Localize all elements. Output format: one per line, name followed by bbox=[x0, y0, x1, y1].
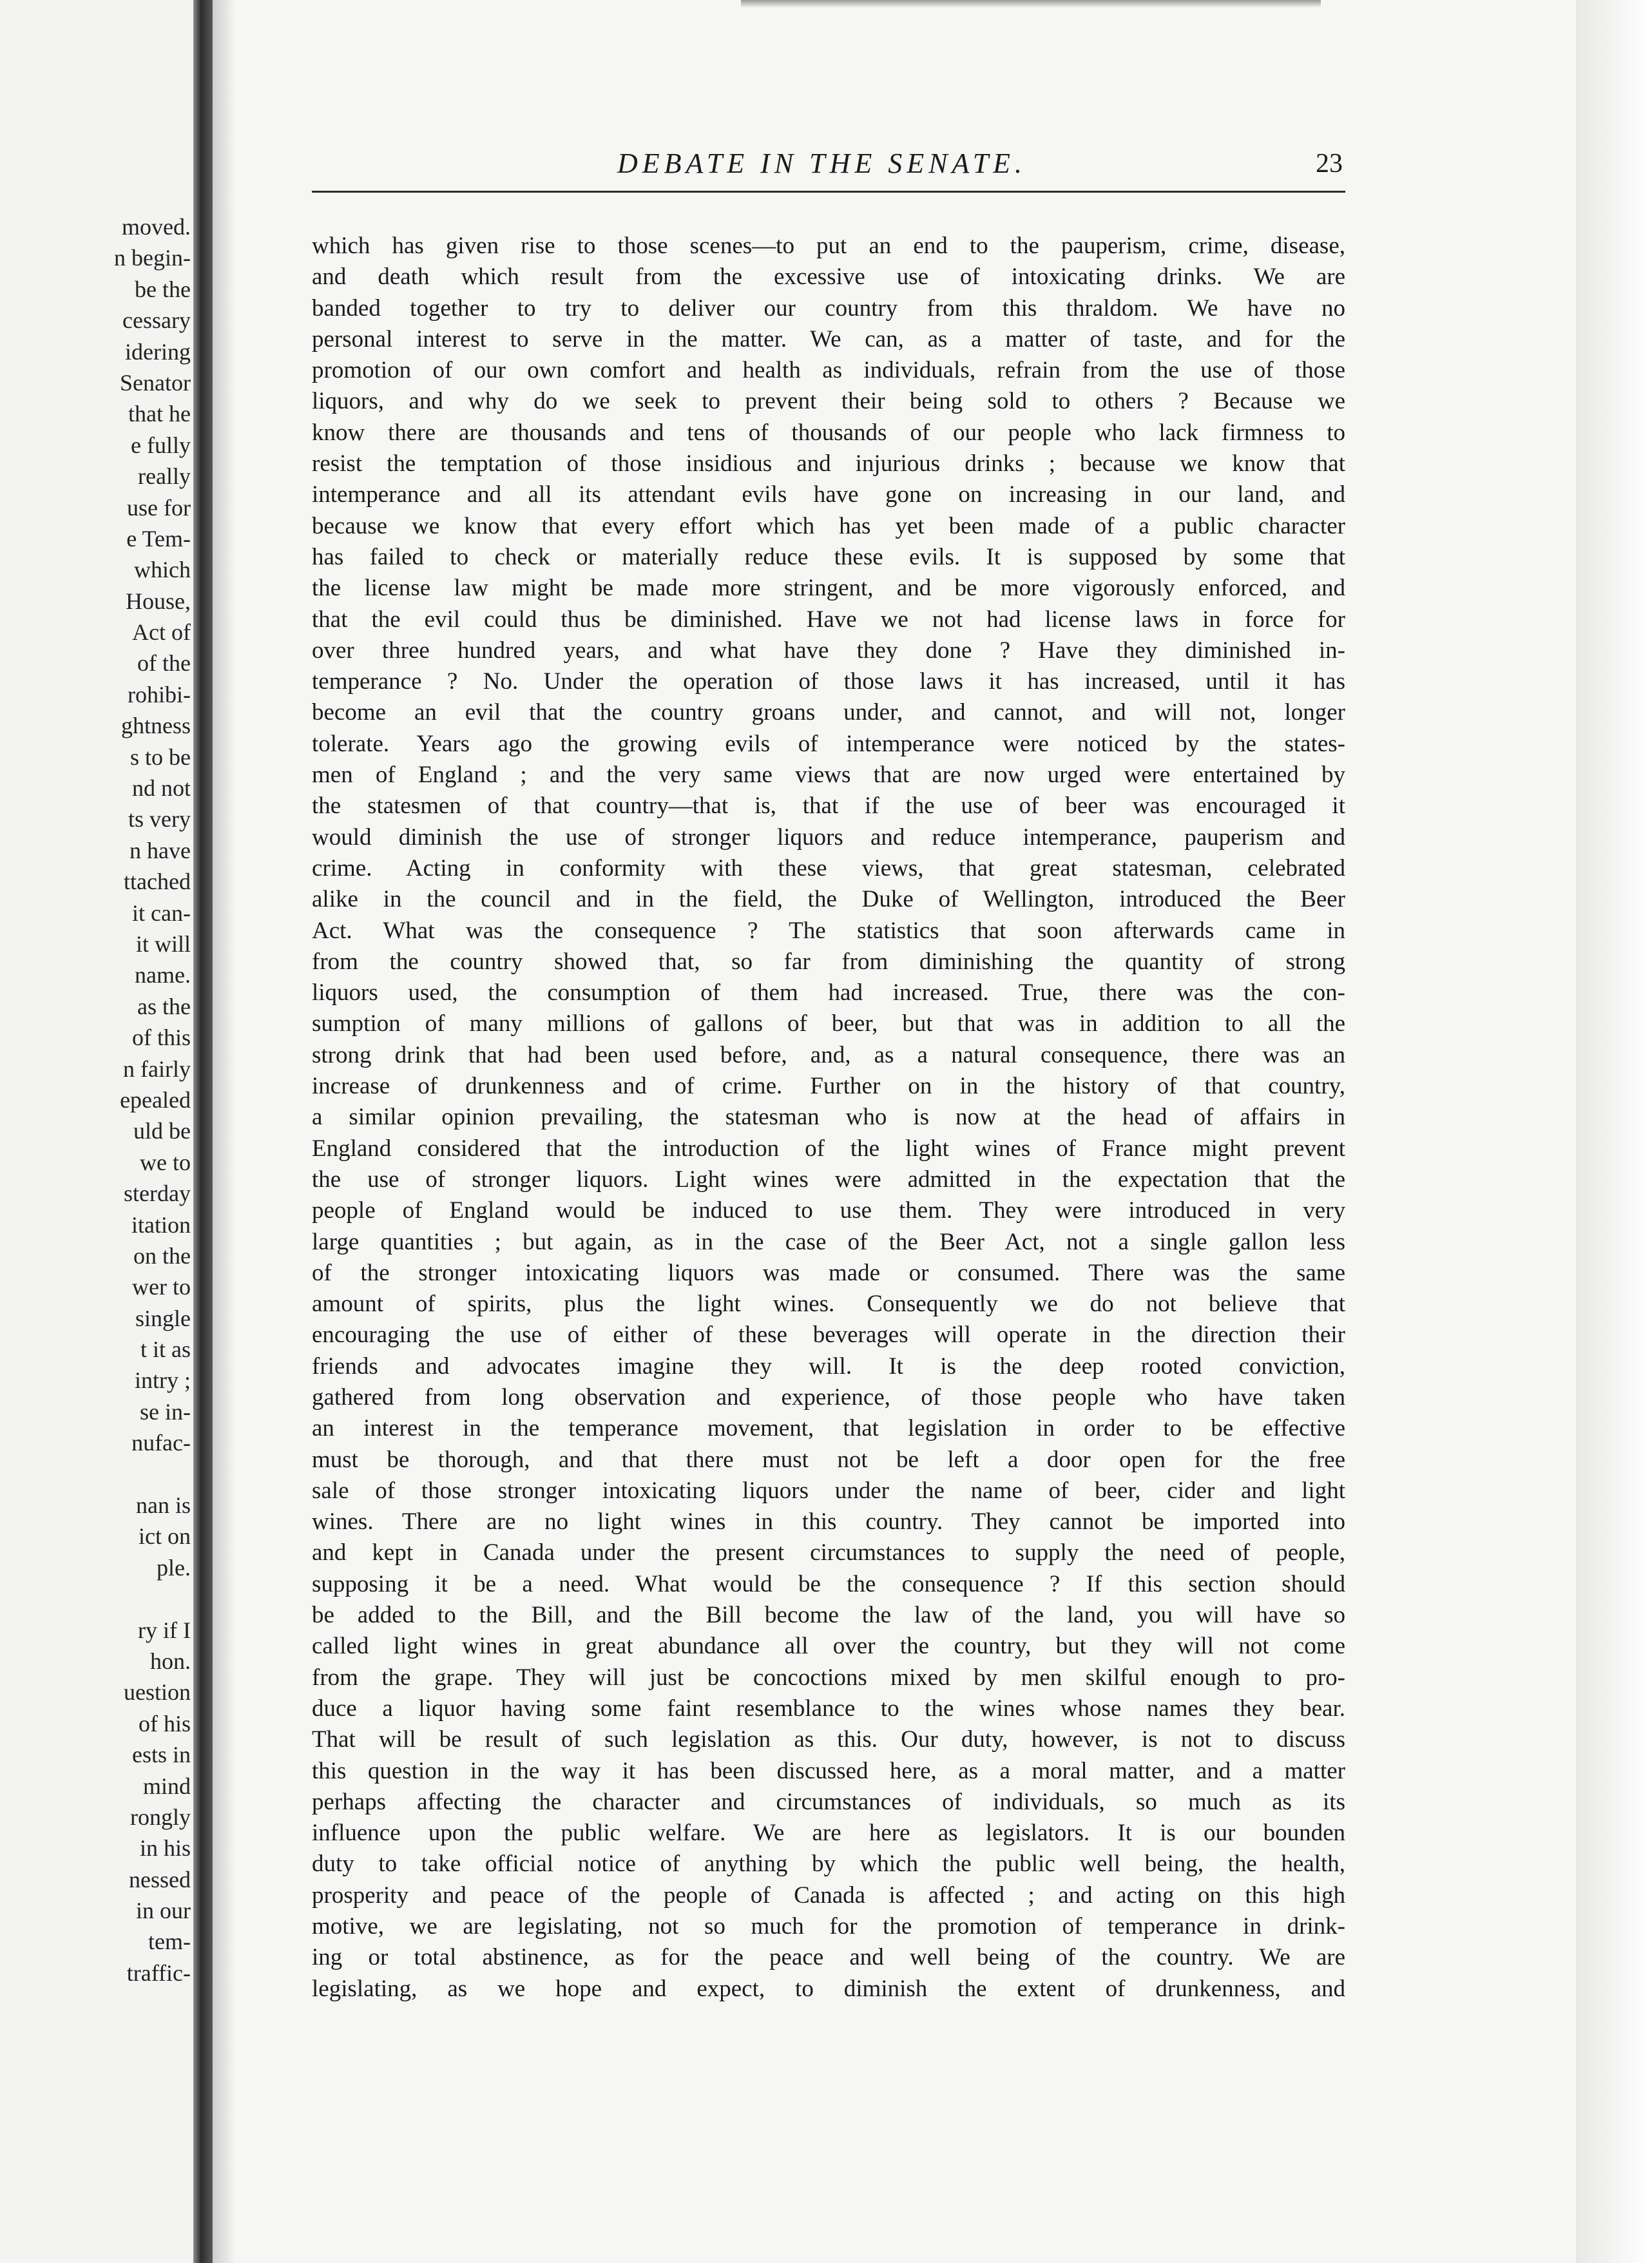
text-line: the license law might be made more stringent, and be more vigorously enforced, and bbox=[312, 575, 1345, 602]
text-line: duce a liquor having some faint resemblance to the wines whose names they bear. bbox=[312, 1695, 1345, 1722]
facing-page-line: we to bbox=[140, 1149, 191, 1175]
text-line: liquors, and why do we seek to prevent their being sold to others ? Because we bbox=[312, 388, 1345, 415]
text-line: amount of spirits, plus the light wines. Consequently we do not believe that bbox=[312, 1291, 1345, 1318]
facing-page-line: be the bbox=[135, 276, 191, 302]
text-line: legislating, as we hope and expect, to diminish the extent of drunkenness, and bbox=[312, 1975, 1345, 2002]
facing-page-line: t it as bbox=[140, 1336, 191, 1363]
facing-page-line: name. bbox=[135, 962, 191, 988]
text-line: influence upon the public welfare. We are here as legislators. It is our bounden bbox=[312, 1820, 1345, 1847]
text-line: which has given rise to those scenes—to put an end to the pauperism, crime, disease, bbox=[312, 233, 1345, 259]
text-line: gathered from long observation and experience, of those people who have taken bbox=[312, 1383, 1345, 1411]
facing-page-line: wer to bbox=[132, 1274, 191, 1300]
facing-page-line: in our bbox=[136, 1898, 191, 1924]
text-line: and kept in Canada under the present circumstances to supply the need of people, bbox=[312, 1539, 1345, 1566]
facing-page-line: House, bbox=[126, 588, 191, 614]
text-line: that the evil could thus be diminished. Have we not had license laws in force for bbox=[312, 606, 1345, 633]
facing-page-line: of the bbox=[137, 650, 191, 677]
facing-page-line: idering bbox=[125, 338, 191, 365]
facing-page-line: rongly bbox=[130, 1804, 191, 1830]
facing-page-line: cessary bbox=[122, 307, 191, 334]
facing-page-line: Senator bbox=[120, 369, 191, 396]
text-line: perhaps affecting the character and circumstances of individuals, so much as its bbox=[312, 1788, 1345, 1815]
text-line: people of England would be induced to use them. They were introduced in very bbox=[312, 1197, 1345, 1224]
text-line: banded together to try to deliver our country from this thraldom. We have no bbox=[312, 294, 1345, 322]
running-head: DEBATE IN THE SENATE. bbox=[617, 148, 1027, 179]
text-line: sumption of many millions of gallons of beer, but that was in addition to all the bbox=[312, 1010, 1345, 1037]
text-line: tolerate. Years ago the growing evils of intemperance were noticed by the states- bbox=[312, 730, 1345, 757]
text-line: know there are thousands and tens of thousands of our people who lack firmness to bbox=[312, 419, 1345, 446]
facing-page-line: n fairly bbox=[123, 1055, 191, 1082]
text-line: would diminish the use of stronger liquors and reduce intemperance, pauperism and bbox=[312, 823, 1345, 851]
facing-page-line: sterday bbox=[124, 1180, 191, 1207]
text-line: strong drink that had been used before, and, as a natural consequence, there was an bbox=[312, 1041, 1345, 1068]
facing-page-line: tem- bbox=[148, 1929, 191, 1955]
text-line: encouraging the use of either of these beverages will operate in the direction their bbox=[312, 1322, 1345, 1349]
facing-page-line: of his bbox=[139, 1710, 191, 1737]
facing-page-line: hon. bbox=[150, 1648, 191, 1674]
facing-page-line: n have bbox=[130, 837, 191, 863]
text-line: duty to take official notice of anything by which the public well being, the health, bbox=[312, 1851, 1345, 1878]
facing-page-line: ts very bbox=[128, 806, 191, 833]
header-rule bbox=[312, 191, 1345, 193]
facing-page-line: ttached bbox=[124, 869, 191, 895]
facing-page-line: ict on bbox=[139, 1523, 191, 1550]
text-line: motive, we are legislating, not so much for the promotion of temperance in drink- bbox=[312, 1913, 1345, 1940]
facing-page-line: se in- bbox=[140, 1398, 191, 1425]
text-line: England considered that the introduction of the light wines of France might prevent bbox=[312, 1135, 1345, 1162]
facing-page-line: mind bbox=[142, 1773, 191, 1799]
facing-page-line: n begin- bbox=[114, 245, 191, 271]
page-edge bbox=[1576, 0, 1652, 2263]
text-line: increase of drunkenness and of crime. Further on in the history of that country, bbox=[312, 1073, 1345, 1100]
text-line: men of England ; and the very same views that are now urged were entertained by bbox=[312, 762, 1345, 789]
page-header bbox=[312, 144, 1343, 183]
text-line: prosperity and peace of the people of Canada is affected ; and acting on this high bbox=[312, 1882, 1345, 1909]
text-line: large quantities ; but again, as in the case of the Beer Act, not a single gallon less bbox=[312, 1228, 1345, 1255]
text-line: from the country showed that, so far from diminishing the quantity of strong bbox=[312, 948, 1345, 975]
facing-page-line: it can- bbox=[132, 900, 191, 926]
text-line: this question in the way it has been discussed here, as a moral matter, and a matter bbox=[312, 1757, 1345, 1784]
text-line: supposing it be a need. What would be the consequence ? If this section should bbox=[312, 1570, 1345, 1597]
text-line: the use of stronger liquors. Light wines were admitted in the expectation that the bbox=[312, 1166, 1345, 1193]
facing-page-line: intry ; bbox=[135, 1367, 191, 1394]
facing-page-line: e Tem- bbox=[126, 525, 191, 552]
facing-page-line: really bbox=[138, 463, 191, 490]
text-line: called light wines in great abundance all over the country, but they will not come bbox=[312, 1633, 1345, 1660]
facing-page-line: nufac- bbox=[131, 1430, 191, 1456]
facing-page-line: nan is bbox=[136, 1492, 191, 1519]
text-line: be added to the Bill, and the Bill become the law of the land, you will have so bbox=[312, 1602, 1345, 1629]
text-line: liquors used, the consumption of them had increased. True, there was the con- bbox=[312, 979, 1345, 1006]
facing-page-line: e fully bbox=[131, 432, 191, 458]
text-line: over three hundred years, and what have they done ? Have they diminished in- bbox=[312, 637, 1345, 664]
facing-page-line: moved. bbox=[122, 214, 191, 240]
text-line: must be thorough, and that there must not be left a door open for the free bbox=[312, 1446, 1345, 1473]
facing-page-line: on the bbox=[133, 1242, 191, 1269]
gutter-shadow bbox=[213, 0, 236, 2263]
facing-page-line: epealed bbox=[120, 1086, 191, 1113]
text-line: personal interest to serve in the matter. We can, as a matter of taste, and for the bbox=[312, 325, 1345, 352]
text-line: sale of those stronger intoxicating liquors under the name of beer, cider and light bbox=[312, 1477, 1345, 1504]
body-text bbox=[312, 231, 1345, 2005]
text-line: crime. Acting in conformity with these views, that great statesman, celebrated bbox=[312, 854, 1345, 881]
facing-page-fragment bbox=[0, 0, 193, 2263]
facing-page-line: uestion bbox=[124, 1679, 191, 1706]
text-line: become an evil that the country groans under, and cannot, and will not, longer bbox=[312, 699, 1345, 726]
facing-page-line: nd not bbox=[131, 775, 191, 802]
facing-page-line: nessed bbox=[129, 1866, 191, 1892]
facing-page-line: Act of bbox=[132, 619, 191, 646]
text-line: Act. What was the consequence ? The statistics that soon afterwards came in bbox=[312, 917, 1345, 944]
facing-page-line: ple. bbox=[157, 1554, 191, 1581]
facing-page-line: ry if I bbox=[138, 1617, 191, 1643]
facing-page-line: of this bbox=[131, 1025, 191, 1051]
text-line: intemperance and all its attendant evils have gone on increasing in our land, and bbox=[312, 481, 1345, 508]
scan-smudge bbox=[741, 0, 1321, 8]
text-line: and death which result from the excessive use of intoxicating drinks. We are bbox=[312, 264, 1345, 291]
facing-page-text-column bbox=[0, 211, 191, 1989]
text-line: ing or total abstinence, as for the peace and well being of the country. We are bbox=[312, 1944, 1345, 1971]
facing-page-line: s to be bbox=[130, 744, 191, 770]
text-line: from the grape. They will just be concoctions mixed by men skilful enough to pro- bbox=[312, 1664, 1345, 1691]
facing-page-line: traffic- bbox=[126, 1960, 191, 1986]
facing-page-line: ests in bbox=[131, 1742, 191, 1768]
facing-page-line: as the bbox=[137, 993, 191, 1019]
facing-page-line: in his bbox=[139, 1835, 191, 1862]
facing-page-line: rohibi- bbox=[128, 681, 191, 708]
facing-page-line: ghtness bbox=[121, 713, 191, 739]
page-number: 23 bbox=[1316, 149, 1343, 178]
facing-page-line: that he bbox=[128, 401, 191, 427]
text-line: a similar opinion prevailing, the statesman who is now at the head of affairs in bbox=[312, 1104, 1345, 1131]
facing-page-line: single bbox=[135, 1305, 191, 1331]
facing-page-line: uld be bbox=[133, 1118, 191, 1144]
text-line: of the stronger intoxicating liquors was made or consumed. There was the same bbox=[312, 1259, 1345, 1286]
text-line: an interest in the temperance movement, that legislation in order to be effective bbox=[312, 1415, 1345, 1442]
facing-page-line: itation bbox=[131, 1211, 191, 1238]
text-line: has failed to check or materially reduce these evils. It is supposed by some that bbox=[312, 543, 1345, 570]
facing-page-line: use for bbox=[127, 494, 191, 521]
facing-page-line bbox=[0, 1583, 191, 1614]
facing-page-line: which bbox=[134, 557, 191, 583]
text-line: friends and advocates imagine they will. It is the deep rooted conviction, bbox=[312, 1353, 1345, 1380]
facing-page-line: it will bbox=[135, 930, 191, 957]
facing-page-line bbox=[0, 1459, 191, 1490]
text-line: because we know that every effort which has yet been made of a public character bbox=[312, 512, 1345, 539]
text-line: alike in the council and in the field, the Duke of Wellington, introduced the Beer bbox=[312, 886, 1345, 913]
text-line: the statesmen of that country—that is, that if the use of beer was encouraged it bbox=[312, 793, 1345, 820]
text-line: resist the temptation of those insidious and injurious drinks ; because we know that bbox=[312, 450, 1345, 477]
text-line: promotion of our own comfort and health as individuals, refrain from the use of those bbox=[312, 357, 1345, 384]
text-line: That will be result of such legislation as this. Our duty, however, is not to discuss bbox=[312, 1726, 1345, 1753]
book-gutter bbox=[193, 0, 213, 2263]
text-line: wines. There are no light wines in this country. They cannot be imported into bbox=[312, 1508, 1345, 1536]
text-line: temperance ? No. Under the operation of those laws it has increased, until it has bbox=[312, 668, 1345, 695]
